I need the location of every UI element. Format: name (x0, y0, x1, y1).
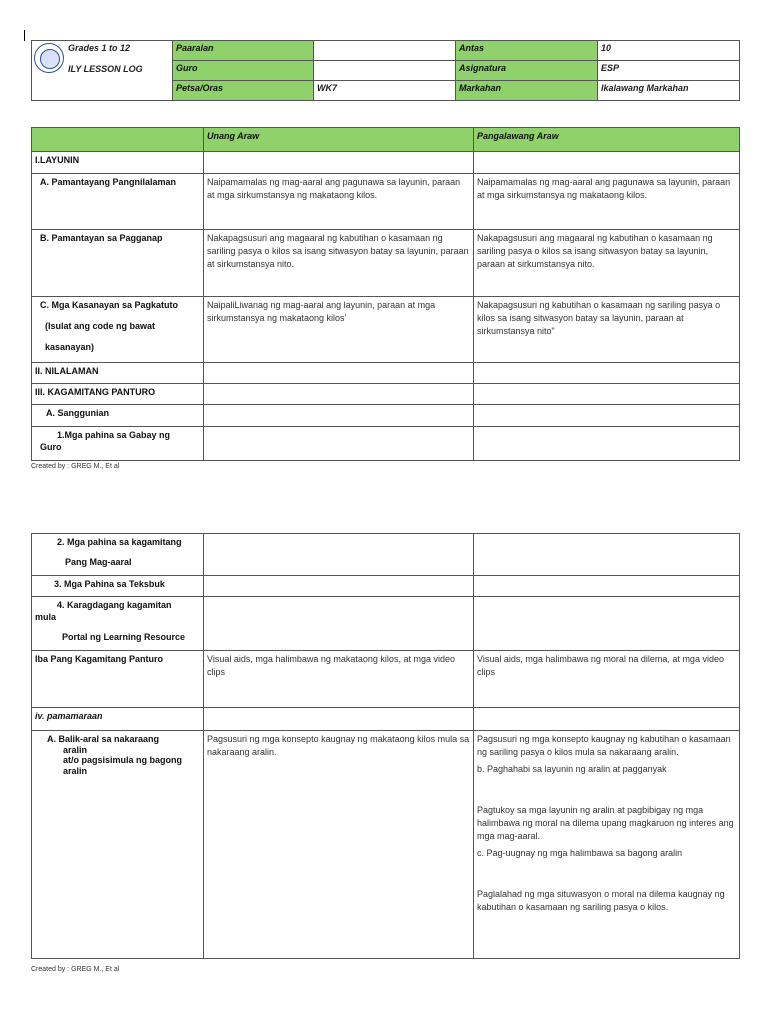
pagganap-day2[interactable]: Nakapagsusuri ang magaaral ng kabutihan o kasamaan ng sariling pasya o kilos sa isang sitwasyon batay sa layunin, paraan at sirkumstansya nito. (474, 230, 740, 297)
balik-day2-b-heading: b. Paghahabi sa layunin ng aralin at pagganyak (477, 764, 667, 774)
row-nilalaman: II. NILALAMAN (32, 363, 204, 384)
paaralan-value[interactable] (314, 41, 456, 61)
balik-line4: aralin (63, 766, 88, 776)
petsa-value[interactable]: WK7 (314, 81, 456, 101)
row-teksbuk: 3. Mga Pahina sa Teksbuk (32, 576, 204, 597)
kasanayan-day1[interactable]: NaipaliLiwanag ng mag-aaral ang layunin, paraan at mga sirkumstansya ng makataong kilos' (204, 297, 474, 363)
kasanayan-note2: kasanayan) (45, 342, 95, 352)
iba-day2[interactable]: Visual aids, mga halimbawa ng moral na dilema, at mga video clips (474, 651, 740, 708)
balik-line2: aralin (63, 745, 88, 755)
karagdagang-day1[interactable] (204, 597, 474, 651)
antas-label: Antas (456, 41, 598, 61)
row-layunin: I.LAYUNIN (32, 152, 204, 174)
antas-value[interactable]: 10 (598, 41, 740, 61)
kagamitan-day2[interactable] (474, 384, 740, 405)
gabay-line2: Guro (40, 442, 62, 452)
gabay-day2[interactable] (474, 427, 740, 461)
petsa-label: Petsa/Oras (173, 81, 314, 101)
row-kagamitang-panturo: III. KAGAMITANG PANTURO (32, 384, 204, 405)
gabay-day1[interactable] (204, 427, 474, 461)
karagdagang-line1: 4. Karagdagang kagamitan (57, 600, 172, 610)
guro-label: Guro (173, 61, 314, 81)
markahan-value[interactable]: Ikalawang Markahan (598, 81, 740, 101)
asignatura-label: Asignatura (456, 61, 598, 81)
row-pamantayang-pangnilalaman: A. Pamantayang Pangnilalaman (32, 174, 204, 230)
col-header-day1: Unang Araw (204, 128, 474, 152)
row-iba-pang-kagamitan: Iba Pang Kagamitang Panturo (32, 651, 204, 708)
sanggunian-day1[interactable] (204, 405, 474, 427)
nilalaman-day1[interactable] (204, 363, 474, 384)
row-kasanayan (32, 297, 204, 363)
pamamaraan-day2[interactable] (474, 708, 740, 731)
layunin-day1[interactable] (204, 152, 474, 174)
teksbuk-day1[interactable] (204, 576, 474, 597)
kagamitan-day1[interactable] (204, 384, 474, 405)
balik-day2[interactable] (474, 731, 740, 959)
grades-label: Grades 1 to 12 (68, 43, 131, 53)
pagganap-day1[interactable]: Nakapagsusuri ang magaaral ng kabutihan o kasamaan ng sariling pasya o kilos sa isang sitwasyon batay sa layunin, paraan at sirkumstansya nito. (204, 230, 474, 297)
footer-credit-1: Created by : GREG M., Et al (31, 463, 120, 470)
lesson-table-2 (31, 533, 740, 959)
balik-day2-objectives: Pagtukoy sa mga layunin ng aralin at pagbibigay ng mga halimbawa ng moral na dilema upang magkaruon ng interes ang mga mag-aaral. (477, 805, 734, 841)
lesson-table-1 (31, 127, 740, 461)
pangnilalaman-day1[interactable]: Naipamamalas ng mag-aaral ang pagunawa sa layunin, paraan at mga sirkumstansya ng makataong kilos. (204, 174, 474, 230)
iba-day1[interactable]: Visual aids, mga halimbawa ng makataong kilos, at mga video clips (204, 651, 474, 708)
asignatura-value[interactable]: ESP (598, 61, 740, 81)
guro-value[interactable] (314, 61, 456, 81)
row-pamantayan-pagganap: B. Pamantayan sa Pagganap (32, 230, 204, 297)
karagdagang-line2: mula (35, 612, 57, 622)
row-pamamaraan: iv. pamamaraan (32, 708, 204, 731)
mag-aaral-day2[interactable] (474, 534, 740, 576)
row-sanggunian: A. Sanggunian (32, 405, 204, 427)
header-table (31, 40, 740, 101)
nilalaman-day2[interactable] (474, 363, 740, 384)
balik-day2-c-heading: c. Pag-uugnay ng mga halimbawa sa bagong aralin (477, 848, 683, 858)
teksbuk-day2[interactable] (474, 576, 740, 597)
pangnilalaman-day2[interactable]: Naipamamalas ng mag-aaral ang pagunawa sa layunin, paraan at mga sirkumstansya ng makataong kilos. (474, 174, 740, 230)
kasanayan-day2[interactable]: Nakapagsusuri ng kabutihan o kasamaan ng sariling pasya o kilos sa isang sitwasyon batay sa layunin, paraan at sirkumstansya nito" (474, 297, 740, 363)
kasanayan-label: C. Mga Kasanayan sa Pagkatuto (40, 300, 179, 310)
balik-day2-review: Pagsusuri ng mga konsepto kaugnay ng kabutihan o kasamaan ng sariling pasya o kilos mula sa nakaraang aralin. (477, 734, 731, 757)
header-blank (32, 128, 204, 152)
balik-line1: A. Balik-aral sa nakaraang (47, 734, 160, 744)
karagdagang-line3: Portal ng Learning Resource (62, 632, 186, 642)
balik-day2-situations: Paglalahad ng mga situwasyon o moral na dilema kaugnay ng kabutihan o kasamaan ng sariling pasya o kilos. (477, 889, 725, 912)
pamamaraan-day1[interactable] (204, 708, 474, 731)
paaralan-label: Paaralan (173, 41, 314, 61)
balik-day1[interactable]: Pagsusuri ng mga konsepto kaugnay ng makataong kilos mula sa nakaraang aralin. (204, 731, 474, 959)
kagamitang-line2: Pang Mag-aaral (65, 557, 132, 567)
layunin-day2[interactable] (474, 152, 740, 174)
kasanayan-note: (Isulat ang code ng bawat (45, 321, 156, 331)
gabay-line1: 1.Mga pahina sa Gabay ng (57, 430, 171, 440)
markahan-label: Markahan (456, 81, 598, 101)
row-karagdagang-kagamitan (32, 597, 204, 651)
col-header-day2: Pangalawang Araw (474, 128, 740, 152)
mag-aaral-day1[interactable] (204, 534, 474, 576)
row-gabay-guro (32, 427, 204, 461)
row-kagamitang-mag-aaral (32, 534, 204, 576)
balik-line3: at/o pagsisimula ng bagong (63, 755, 183, 765)
footer-credit-2: Created by : GREG M., Et al (31, 966, 120, 973)
logo-cell (32, 41, 173, 101)
kagamitang-line1: 2. Mga pahina sa kagamitang (57, 537, 182, 547)
lesson-log-title: ILY LESSON LOG (68, 64, 143, 74)
karagdagang-day2[interactable] (474, 597, 740, 651)
text-cursor (24, 30, 25, 41)
deped-seal-icon (34, 43, 64, 73)
sanggunian-day2[interactable] (474, 405, 740, 427)
row-balik-aral (32, 731, 204, 959)
